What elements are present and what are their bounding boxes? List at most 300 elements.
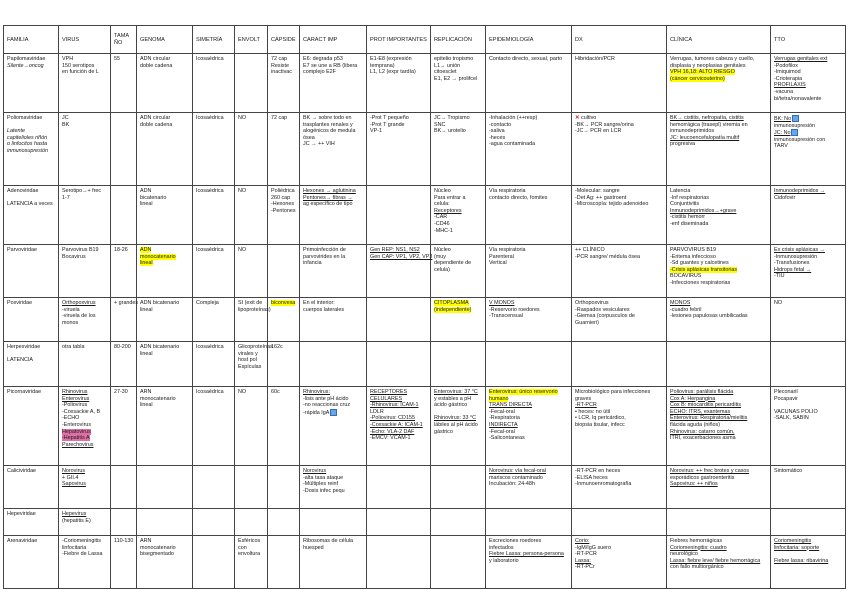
cell-text: Poliédrica (271, 188, 295, 194)
cell-line (434, 254, 483, 261)
cell-dx (572, 54, 667, 113)
cell-line (62, 195, 108, 202)
cell-line (303, 481, 364, 488)
cell-familia (4, 466, 59, 509)
cell-line (238, 247, 265, 254)
cell-line (7, 511, 56, 518)
cell-line (238, 538, 265, 545)
cell-line (62, 122, 108, 129)
cell-virus (59, 245, 111, 298)
cell-line (489, 313, 569, 320)
cell-line (370, 422, 428, 429)
cell-line (271, 468, 297, 475)
cell-line (670, 260, 768, 267)
cell-prot (367, 245, 431, 298)
cell-line (140, 195, 190, 202)
cell-text: E7 se une a RB (libera (303, 62, 358, 69)
cell-simetria (193, 466, 235, 509)
cell-line (575, 415, 664, 422)
cell-text: -no reaccionas cruz (303, 402, 351, 409)
cell-caract (300, 245, 367, 298)
cell-text: Vía respiratoria (489, 247, 526, 253)
cell-line (370, 435, 428, 442)
cell-line (7, 135, 56, 142)
cell-line (575, 564, 664, 571)
cell-line (434, 76, 483, 83)
cell-line (140, 247, 190, 254)
cell-capside (268, 113, 300, 186)
cell-virus (59, 113, 111, 186)
cell-dx (572, 536, 667, 589)
cell-text: Fiebre Lassa: persona-persona (489, 551, 564, 558)
cell-clinica (667, 387, 771, 466)
cell-tamano (111, 245, 137, 298)
cell-line (434, 260, 483, 267)
cell-line (7, 201, 56, 208)
cell-line (196, 300, 232, 307)
cell-text: INDIRECTA (489, 421, 518, 428)
cell-text: Sapovirus (62, 481, 86, 488)
cell-line (670, 247, 768, 254)
cell-line (670, 69, 768, 76)
cell-line (62, 538, 108, 545)
cell-text: monocatenario (140, 395, 176, 402)
cell-text: -contacto (489, 121, 512, 128)
cell-line (774, 402, 843, 409)
cell-line (114, 300, 139, 307)
cell-text: Hexones → aglutinina (303, 188, 356, 194)
cell-envolt (235, 54, 268, 113)
cell-line (670, 201, 768, 208)
cell-line (62, 415, 108, 422)
cell-text: Pocapavir (774, 395, 798, 402)
cell-text: Coriomeningitis (774, 538, 812, 544)
cell-text: VP-1 (370, 128, 382, 135)
cell-text: BK→ cistitis, nefropatía, cistitis (670, 115, 744, 121)
column-header-tamano: TAMA ÑO (111, 26, 137, 54)
cell-text: SI (exit de (238, 300, 263, 306)
cell-line (303, 122, 364, 129)
cell-line (489, 300, 569, 307)
cell-text: ADN (140, 247, 152, 253)
cell-line (303, 468, 364, 475)
cell-envolt (235, 387, 268, 466)
cell-line (670, 389, 768, 396)
cell-line (489, 56, 569, 63)
column-header-simetria: SIMETRÍA (193, 26, 235, 54)
cell-tto (771, 466, 846, 509)
cell-text: Enterovirus (62, 395, 90, 402)
cell-line (670, 481, 768, 488)
cell-line (271, 69, 297, 76)
cell-text: Núcleo (434, 188, 451, 194)
cell-text: Rhinovirus: catarro común, (670, 428, 735, 435)
cell-line (303, 260, 364, 267)
cell-line (140, 201, 190, 208)
cell-text: -Coxsackie A, B (62, 408, 101, 415)
cell-text: -Inmunosupresión (774, 253, 818, 260)
column-header-envolt: ENVOLT (235, 26, 268, 54)
cell-line (140, 188, 190, 195)
cell-line (196, 344, 232, 351)
cell-text: Contacto directo, sexual, parto (489, 56, 563, 62)
cell-text: -Inhalación (++resp) (489, 115, 538, 121)
cell-virus (59, 466, 111, 509)
cell-text: Parvovirus B19 (62, 247, 99, 253)
cell-line (303, 195, 364, 202)
cell-line (774, 195, 843, 202)
cell-text: Verrugas genitales ext (774, 56, 828, 62)
cell-epid (486, 245, 572, 298)
cell-line (271, 511, 297, 518)
cell-virus (59, 54, 111, 113)
cell-line (575, 254, 664, 261)
cell-line (774, 96, 843, 103)
cell-simetria (193, 387, 235, 466)
cell-line (62, 442, 108, 449)
cell-text: progresiva (670, 141, 696, 148)
table-header-row (4, 26, 846, 54)
cell-line (670, 468, 768, 475)
cell-line (271, 247, 297, 254)
cell-text: ADN (140, 188, 152, 194)
cell-line (434, 63, 483, 70)
cell-line (489, 141, 569, 148)
cell-prot (367, 54, 431, 113)
cell-line (303, 545, 364, 552)
cell-line (140, 538, 190, 545)
cell-familia (4, 536, 59, 589)
cell-text: ADN circular (140, 115, 171, 121)
cell-clinica (667, 245, 771, 298)
cell-line (62, 518, 108, 525)
cell-line (114, 389, 134, 396)
cell-line (434, 195, 483, 202)
cell-dx (572, 186, 667, 245)
cell-virus (59, 536, 111, 589)
cell-tamano (111, 536, 137, 589)
cell-line (114, 115, 134, 122)
cell-text: -Raspados vesiculares (575, 306, 630, 313)
cell-text: Sintomático (774, 468, 803, 474)
cell-replic (431, 466, 486, 509)
cell-genoma (137, 113, 193, 186)
cell-tamano (111, 466, 137, 509)
cell-text: Compleja (196, 300, 219, 306)
cell-text: Poxviridae (7, 300, 33, 306)
cell-line (370, 409, 428, 416)
cell-line (303, 63, 364, 70)
cell-text: Herpesviridae (7, 344, 41, 350)
cell-prot (367, 186, 431, 245)
cell-line (489, 260, 569, 267)
cell-text: Papilomaviridae (7, 56, 46, 62)
cell-text: monos (62, 319, 79, 326)
cell-text: -Dosis infec pequ (303, 487, 345, 494)
cell-text: Orthopoxvirus (62, 300, 96, 306)
cell-line (670, 429, 768, 436)
cell-line (140, 122, 190, 129)
cell-dx (572, 245, 667, 298)
cell-line (774, 389, 843, 396)
cell-familia (4, 54, 59, 113)
cell-line (489, 551, 569, 558)
cell-line (303, 475, 364, 482)
cell-text: en función de L (62, 69, 99, 76)
cell-text: Inmunodeprimidos → (774, 188, 826, 194)
cell-text: JC: No (774, 130, 791, 137)
cell-line (62, 389, 108, 396)
cell-text: 55 (114, 56, 120, 62)
cell-line (114, 188, 134, 195)
cell-genoma (137, 387, 193, 466)
cell-text: NO (238, 188, 247, 194)
cell-line (62, 254, 108, 261)
cell-text: -Prot T pequeño (370, 115, 409, 121)
cell-line (774, 129, 843, 137)
cell-text: -RT-PCR en heces (575, 468, 621, 474)
cell-text: -Hexones (271, 201, 295, 208)
cell-text: -Sd guantes y calcetines (670, 260, 729, 267)
cell-text: BOCAVIRUS (670, 273, 702, 280)
cell-line (670, 422, 768, 429)
cell-familia (4, 509, 59, 536)
cell-line (575, 320, 664, 327)
cell-line (774, 396, 843, 403)
cell-clinica (667, 54, 771, 113)
cell-text: Inmunodeprimidos→+grave (670, 207, 737, 214)
cell-text: Lassa: (575, 557, 591, 564)
cell-text: doble cadena (140, 62, 173, 69)
cell-line (575, 538, 664, 545)
cell-text: 80-200 (114, 344, 131, 350)
cell-line (303, 389, 364, 396)
column-header-dx: DX (572, 26, 667, 54)
column-header-replic: REPLICACIÓN (431, 26, 486, 54)
cell-envolt (235, 536, 268, 589)
cell-text: E1, E2 → prolifcel (434, 75, 478, 82)
cell-text: -cistitis hemorr (670, 214, 706, 221)
cell-line (303, 402, 364, 409)
cell-line (434, 409, 483, 416)
cell-caract (300, 186, 367, 245)
cell-capside (268, 536, 300, 589)
cell-line (303, 56, 364, 63)
cell-genoma (137, 298, 193, 342)
cell-line (774, 254, 843, 261)
cell-line (238, 56, 265, 63)
cell-tto (771, 113, 846, 186)
cell-line (370, 247, 428, 254)
cell-clinica (667, 509, 771, 536)
cell-line (140, 300, 190, 307)
cell-text: Arenaviridae (7, 538, 38, 544)
cell-tto (771, 387, 846, 466)
cell-text: infancia (303, 260, 322, 267)
cell-clinica (667, 186, 771, 245)
cell-line (196, 468, 232, 475)
cell-text: 72 cap (271, 115, 288, 121)
cell-text: LATENCIA (7, 357, 33, 364)
cell-familia (4, 245, 59, 298)
cell-tto (771, 245, 846, 298)
cell-line (271, 63, 297, 70)
table-row (4, 536, 846, 589)
cell-line (271, 201, 297, 208)
cell-text: LATENCIA a veces (7, 201, 53, 208)
cell-text: ECHO: ITRS, exantemas (670, 408, 731, 415)
cell-line (114, 56, 134, 63)
cell-line (575, 115, 664, 122)
cell-text: -Prot T grande (370, 121, 405, 128)
cell-text: Norovirus: ++ frec brotes y casos (670, 468, 750, 474)
cell-line (489, 307, 569, 314)
cell-text: -Hepatitis A (62, 435, 90, 442)
cell-text: + GII.4 (62, 474, 79, 481)
cell-line (7, 128, 56, 135)
cell-text: -RT-PCR (575, 551, 597, 558)
cell-text: -Crisis aplásicas transitorias (670, 266, 738, 273)
cell-line (7, 115, 56, 122)
cell-genoma (137, 509, 193, 536)
cell-text: biconvexa (271, 300, 296, 306)
cell-line (370, 122, 428, 129)
cell-text: -Inmunoenromatografía (575, 481, 632, 488)
cell-text: envoltura (238, 551, 261, 558)
cell-prot (367, 536, 431, 589)
cell-text: gástrico (434, 428, 453, 435)
cell-line (370, 402, 428, 409)
table-row (4, 466, 846, 509)
cell-text: mariscos contaminado (489, 474, 543, 481)
cell-text: Icosaédrica (196, 247, 224, 253)
cell-line (774, 545, 843, 552)
cell-line (575, 188, 664, 195)
cell-line (670, 475, 768, 482)
cell-line (670, 214, 768, 221)
cell-line (670, 273, 768, 280)
cell-text: -Molecular: sangre (575, 188, 620, 194)
cell-text: En el interior: (303, 300, 335, 306)
cell-line (774, 82, 843, 89)
cell-line (670, 307, 768, 314)
cell-line (774, 115, 843, 123)
cell-text: Lassa: fiebre leve/ fiebre hemorrágica (670, 557, 761, 564)
cell-text: -Coriomeningitis (62, 538, 101, 544)
cell-replic (431, 113, 486, 186)
cell-text: -Enterovirus (62, 421, 92, 428)
cell-dx (572, 466, 667, 509)
cell-text: Poliovirus: parálisis flácida (670, 389, 734, 395)
cell-text: Hibridación/PCR (575, 56, 615, 62)
cell-text: E6: degrada p53 (303, 56, 343, 62)
cell-line (670, 313, 768, 320)
cell-line (489, 475, 569, 482)
cell-line (62, 511, 108, 518)
cell-line (140, 254, 190, 261)
cell-line (670, 280, 768, 287)
cell-tamano (111, 509, 137, 536)
cell-line (670, 56, 768, 63)
cell-line (370, 415, 428, 422)
cell-genoma (137, 466, 193, 509)
cell-text: BK → sobre todo en (303, 115, 352, 121)
cell-line (62, 313, 108, 320)
cell-text: Latencia (670, 188, 691, 194)
cell-line (434, 214, 483, 221)
cell-line (7, 188, 56, 195)
cell-line (114, 538, 134, 545)
cell-text: -RT-PCr (575, 564, 595, 571)
cell-text: monocatenario (140, 544, 176, 551)
cell-line (575, 468, 664, 475)
cell-text: V MONOS (489, 300, 515, 306)
cell-tamano (111, 54, 137, 113)
cell-tto (771, 509, 846, 536)
cell-line (575, 122, 664, 129)
cell-line (434, 56, 483, 63)
cell-capside (268, 186, 300, 245)
cell-line (238, 357, 265, 364)
cell-text: -Reservorio roedores (489, 306, 540, 313)
cell-line (489, 429, 569, 436)
cell-replic (431, 54, 486, 113)
cell-tamano (111, 342, 137, 387)
cell-text: doble cadena (140, 121, 173, 128)
cell-line (271, 115, 297, 122)
cell-text: inmunosupresión con (774, 136, 826, 143)
cell-text: -ELISA heces (575, 474, 608, 481)
cell-envolt (235, 245, 268, 298)
cell-text: huesped (303, 544, 324, 551)
cell-text: lineal (140, 350, 153, 357)
cell-text: L1, L2 (expr tardía) (370, 69, 416, 76)
cell-line (575, 481, 664, 488)
cell-line (7, 63, 56, 70)
cell-line (140, 402, 190, 409)
cell-dx (572, 342, 667, 387)
cell-text: otra tabla (62, 344, 85, 350)
cell-text: JC: leucoencefalopatía multif (670, 134, 740, 141)
cell-line (114, 468, 134, 475)
cell-text: Rhinovirus: (303, 389, 330, 395)
cell-replic (431, 342, 486, 387)
cell-text: BK: No (774, 115, 792, 122)
cell-text: Incubación: 24-48h (489, 481, 535, 488)
cell-text: • LCR, lq pericárdico, (575, 415, 626, 422)
cell-line (489, 435, 569, 442)
cell-line (7, 141, 56, 148)
cell-text: 18-26 (114, 247, 128, 253)
column-header-virus: VIRUS (59, 26, 111, 54)
table-row (4, 298, 846, 342)
cell-text: -SALK, SABIN (774, 415, 809, 422)
cell-text: -ECHO (62, 415, 80, 422)
cell-line (434, 307, 483, 314)
cell-text: cuerpos laterales (303, 306, 345, 313)
cell-text: y estables a pH (434, 395, 472, 402)
cell-text: monocatenario (140, 253, 176, 260)
cell-line (575, 128, 664, 135)
cell-line (238, 344, 273, 351)
cell-line (303, 409, 364, 417)
cell-line (670, 254, 768, 261)
cell-text: Hidrops fetal → (774, 266, 812, 273)
cell-replic (431, 536, 486, 589)
cell-line (670, 63, 768, 70)
cell-epid (486, 536, 572, 589)
cell-line (7, 351, 56, 358)
